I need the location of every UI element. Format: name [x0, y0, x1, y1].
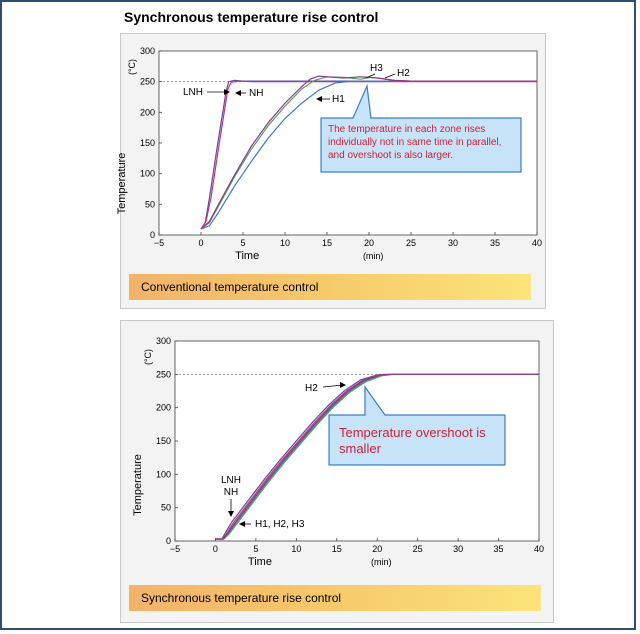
- x-tick-label: 0: [198, 238, 204, 248]
- x-tick-label: 30: [453, 544, 464, 554]
- annotation-h2: H2: [305, 383, 318, 394]
- page-title: Synchronous temperature rise control: [124, 9, 379, 25]
- y-tick-label: 50: [144, 199, 155, 210]
- x-tick-label: 15: [321, 238, 333, 248]
- annotation-nh: NH: [223, 487, 239, 498]
- annotation-h3: H3: [370, 63, 383, 74]
- x-tick-label: 5: [253, 544, 259, 554]
- x-axis-title: Time: [235, 250, 260, 262]
- x-tick-label: 15: [331, 544, 342, 554]
- synchronous-banner: Synchronous temperature rise control: [129, 585, 541, 611]
- y-tick-label: 300: [139, 46, 155, 56]
- annotation-group: H1, H2, H3: [255, 519, 305, 530]
- synchronous-chart-panel: [120, 320, 554, 623]
- annotation-nh: NH: [249, 88, 264, 99]
- annotation-lnh: LNH: [220, 475, 242, 486]
- y-axis-unit: (°C): [143, 348, 153, 366]
- callout-line: The temperature in each zone rises: [328, 124, 486, 135]
- y-tick-label: 150: [139, 138, 155, 148]
- x-tick-label: 25: [412, 544, 423, 554]
- y-tick-label: 100: [155, 469, 171, 480]
- x-tick-label: 30: [447, 238, 459, 248]
- y-axis-title: Temperature: [132, 454, 144, 516]
- annotation-lnh: LNH: [183, 87, 204, 98]
- x-tick-label: 35: [493, 544, 504, 554]
- x-tick-label: 20: [363, 238, 375, 248]
- y-tick-label: 100: [139, 168, 155, 179]
- x-tick-label: −5: [153, 238, 165, 248]
- y-tick-label: 150: [155, 436, 171, 446]
- y-tick-label: 300: [155, 336, 171, 346]
- x-axis-unit: (min): [362, 251, 384, 261]
- y-tick-label: 250: [155, 369, 171, 380]
- callout-line: smaller: [339, 441, 381, 456]
- y-axis-title: Temperature: [116, 152, 128, 215]
- x-tick-label: 5: [240, 238, 246, 248]
- annotation-h2: H2: [397, 68, 410, 79]
- synchronous-chart: [121, 321, 555, 624]
- y-tick-label: 200: [139, 107, 155, 118]
- x-tick-label: 10: [291, 544, 302, 554]
- y-tick-label: 50: [160, 502, 171, 513]
- x-tick-label: 40: [533, 544, 545, 554]
- conventional-banner: Conventional temperature control: [129, 274, 531, 300]
- x-tick-label: 0: [212, 544, 218, 554]
- x-axis-unit: (min): [371, 557, 392, 567]
- x-tick-label: 40: [531, 238, 543, 248]
- callout-line: Temperature overshoot is: [339, 425, 486, 440]
- y-tick-label: 250: [139, 76, 155, 87]
- conventional-chart-panel: [116, 33, 546, 309]
- conventional-chart: [116, 34, 547, 310]
- y-axis-unit: (°C): [127, 58, 137, 76]
- x-tick-label: 25: [405, 238, 417, 248]
- callout-line: and overshoot is also larger.: [328, 150, 454, 161]
- x-tick-label: 10: [279, 238, 291, 248]
- y-tick-label: 200: [155, 402, 171, 413]
- x-tick-label: 20: [372, 544, 383, 554]
- y-tick-label: 0: [165, 536, 171, 546]
- x-tick-label: −5: [169, 544, 181, 554]
- annotation-h1: H1: [332, 94, 345, 105]
- x-axis-title: Time: [247, 556, 272, 568]
- callout-line: individually not in same time in parallel,: [328, 137, 502, 148]
- x-tick-label: 35: [489, 238, 501, 248]
- y-tick-label: 0: [149, 230, 155, 240]
